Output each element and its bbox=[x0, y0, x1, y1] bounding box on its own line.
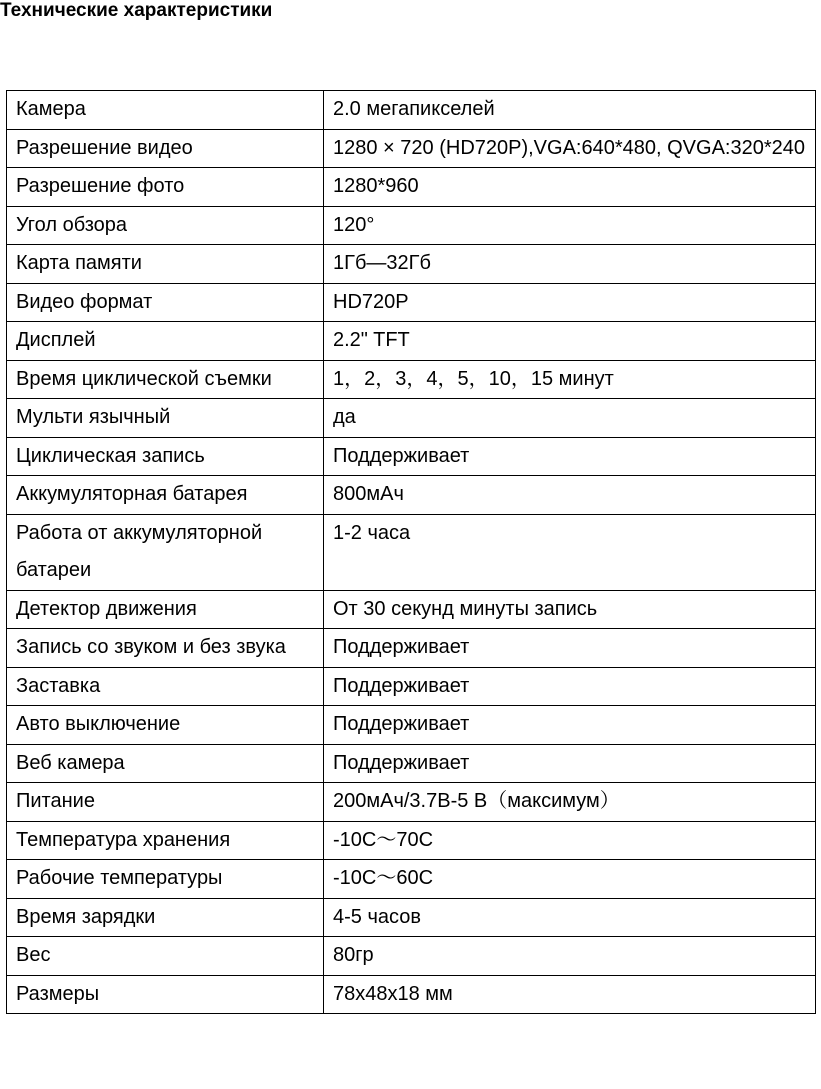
table-row bbox=[7, 129, 816, 168]
table-row bbox=[7, 860, 816, 899]
spec-label: Карта памяти bbox=[7, 245, 324, 284]
spec-label: Температура хранения bbox=[7, 821, 324, 860]
table-row bbox=[7, 168, 816, 207]
table-row bbox=[7, 91, 816, 130]
spec-value: Поддерживает bbox=[324, 437, 816, 476]
spec-label: Камера bbox=[7, 91, 324, 130]
spec-value: Поддерживает bbox=[324, 629, 816, 668]
spec-label: Угол обзора bbox=[7, 206, 324, 245]
table-row bbox=[7, 667, 816, 706]
table-row bbox=[7, 283, 816, 322]
spec-label: Дисплей bbox=[7, 322, 324, 361]
spec-label: Разрешение фото bbox=[7, 168, 324, 207]
spec-label: Рабочие температуры bbox=[7, 860, 324, 899]
spec-value: 200мАч/3.7В-5 В（максимум） bbox=[324, 783, 816, 822]
spec-value: 1280 × 720 (HD720P),VGA:640*480, QVGA:320*240 bbox=[324, 129, 816, 168]
spec-label: Мульти язычный bbox=[7, 399, 324, 438]
spec-value: Поддерживает bbox=[324, 706, 816, 745]
spec-value: 1，2，3，4，5，10，15 минут bbox=[324, 360, 816, 399]
table-row bbox=[7, 476, 816, 515]
spec-value: HD720P bbox=[324, 283, 816, 322]
spec-label: Детектор движения bbox=[7, 590, 324, 629]
table-row bbox=[7, 783, 816, 822]
table-row bbox=[7, 514, 816, 590]
table-row bbox=[7, 399, 816, 438]
spec-label: Разрешение видео bbox=[7, 129, 324, 168]
table-row bbox=[7, 590, 816, 629]
spec-value: 80гр bbox=[324, 937, 816, 976]
spec-value: 120° bbox=[324, 206, 816, 245]
spec-value: 800мАч bbox=[324, 476, 816, 515]
spec-value: 1-2 часа bbox=[324, 514, 816, 590]
spec-value: 78x48x18 мм bbox=[324, 975, 816, 1014]
spec-value: От 30 секунд минуты запись bbox=[324, 590, 816, 629]
spec-value: 1280*960 bbox=[324, 168, 816, 207]
spec-value: 2.2" TFT bbox=[324, 322, 816, 361]
spec-label: Вес bbox=[7, 937, 324, 976]
spec-label: Видео формат bbox=[7, 283, 324, 322]
table-row bbox=[7, 821, 816, 860]
spec-value: Поддерживает bbox=[324, 744, 816, 783]
spec-value: 4-5 часов bbox=[324, 898, 816, 937]
spec-label: Аккумуляторная батарея bbox=[7, 476, 324, 515]
table-row bbox=[7, 437, 816, 476]
spec-label: Веб камера bbox=[7, 744, 324, 783]
table-row bbox=[7, 744, 816, 783]
document-title: Технические характеристики bbox=[0, 0, 273, 21]
table-row bbox=[7, 975, 816, 1014]
table-row bbox=[7, 898, 816, 937]
spec-label: Циклическая запись bbox=[7, 437, 324, 476]
table-row bbox=[7, 706, 816, 745]
spec-label: Заставка bbox=[7, 667, 324, 706]
table-row bbox=[7, 206, 816, 245]
table-row bbox=[7, 322, 816, 361]
table-row bbox=[7, 360, 816, 399]
specs-table bbox=[6, 90, 816, 1014]
spec-label: Авто выключение bbox=[7, 706, 324, 745]
spec-label: Питание bbox=[7, 783, 324, 822]
table-row bbox=[7, 937, 816, 976]
spec-label: Размеры bbox=[7, 975, 324, 1014]
spec-label: Время циклической съемки bbox=[7, 360, 324, 399]
spec-label: Время зарядки bbox=[7, 898, 324, 937]
spec-value: Поддерживает bbox=[324, 667, 816, 706]
table-row bbox=[7, 629, 816, 668]
table-row bbox=[7, 245, 816, 284]
spec-value: -10C～70C bbox=[324, 821, 816, 860]
spec-label: Запись со звуком и без звука bbox=[7, 629, 324, 668]
spec-label: Работа от аккумуляторной батареи bbox=[7, 514, 324, 590]
spec-value: 1Гб—32Гб bbox=[324, 245, 816, 284]
spec-value: -10C～60C bbox=[324, 860, 816, 899]
spec-value: 2.0 мегапикселей bbox=[324, 91, 816, 130]
spec-value: да bbox=[324, 399, 816, 438]
